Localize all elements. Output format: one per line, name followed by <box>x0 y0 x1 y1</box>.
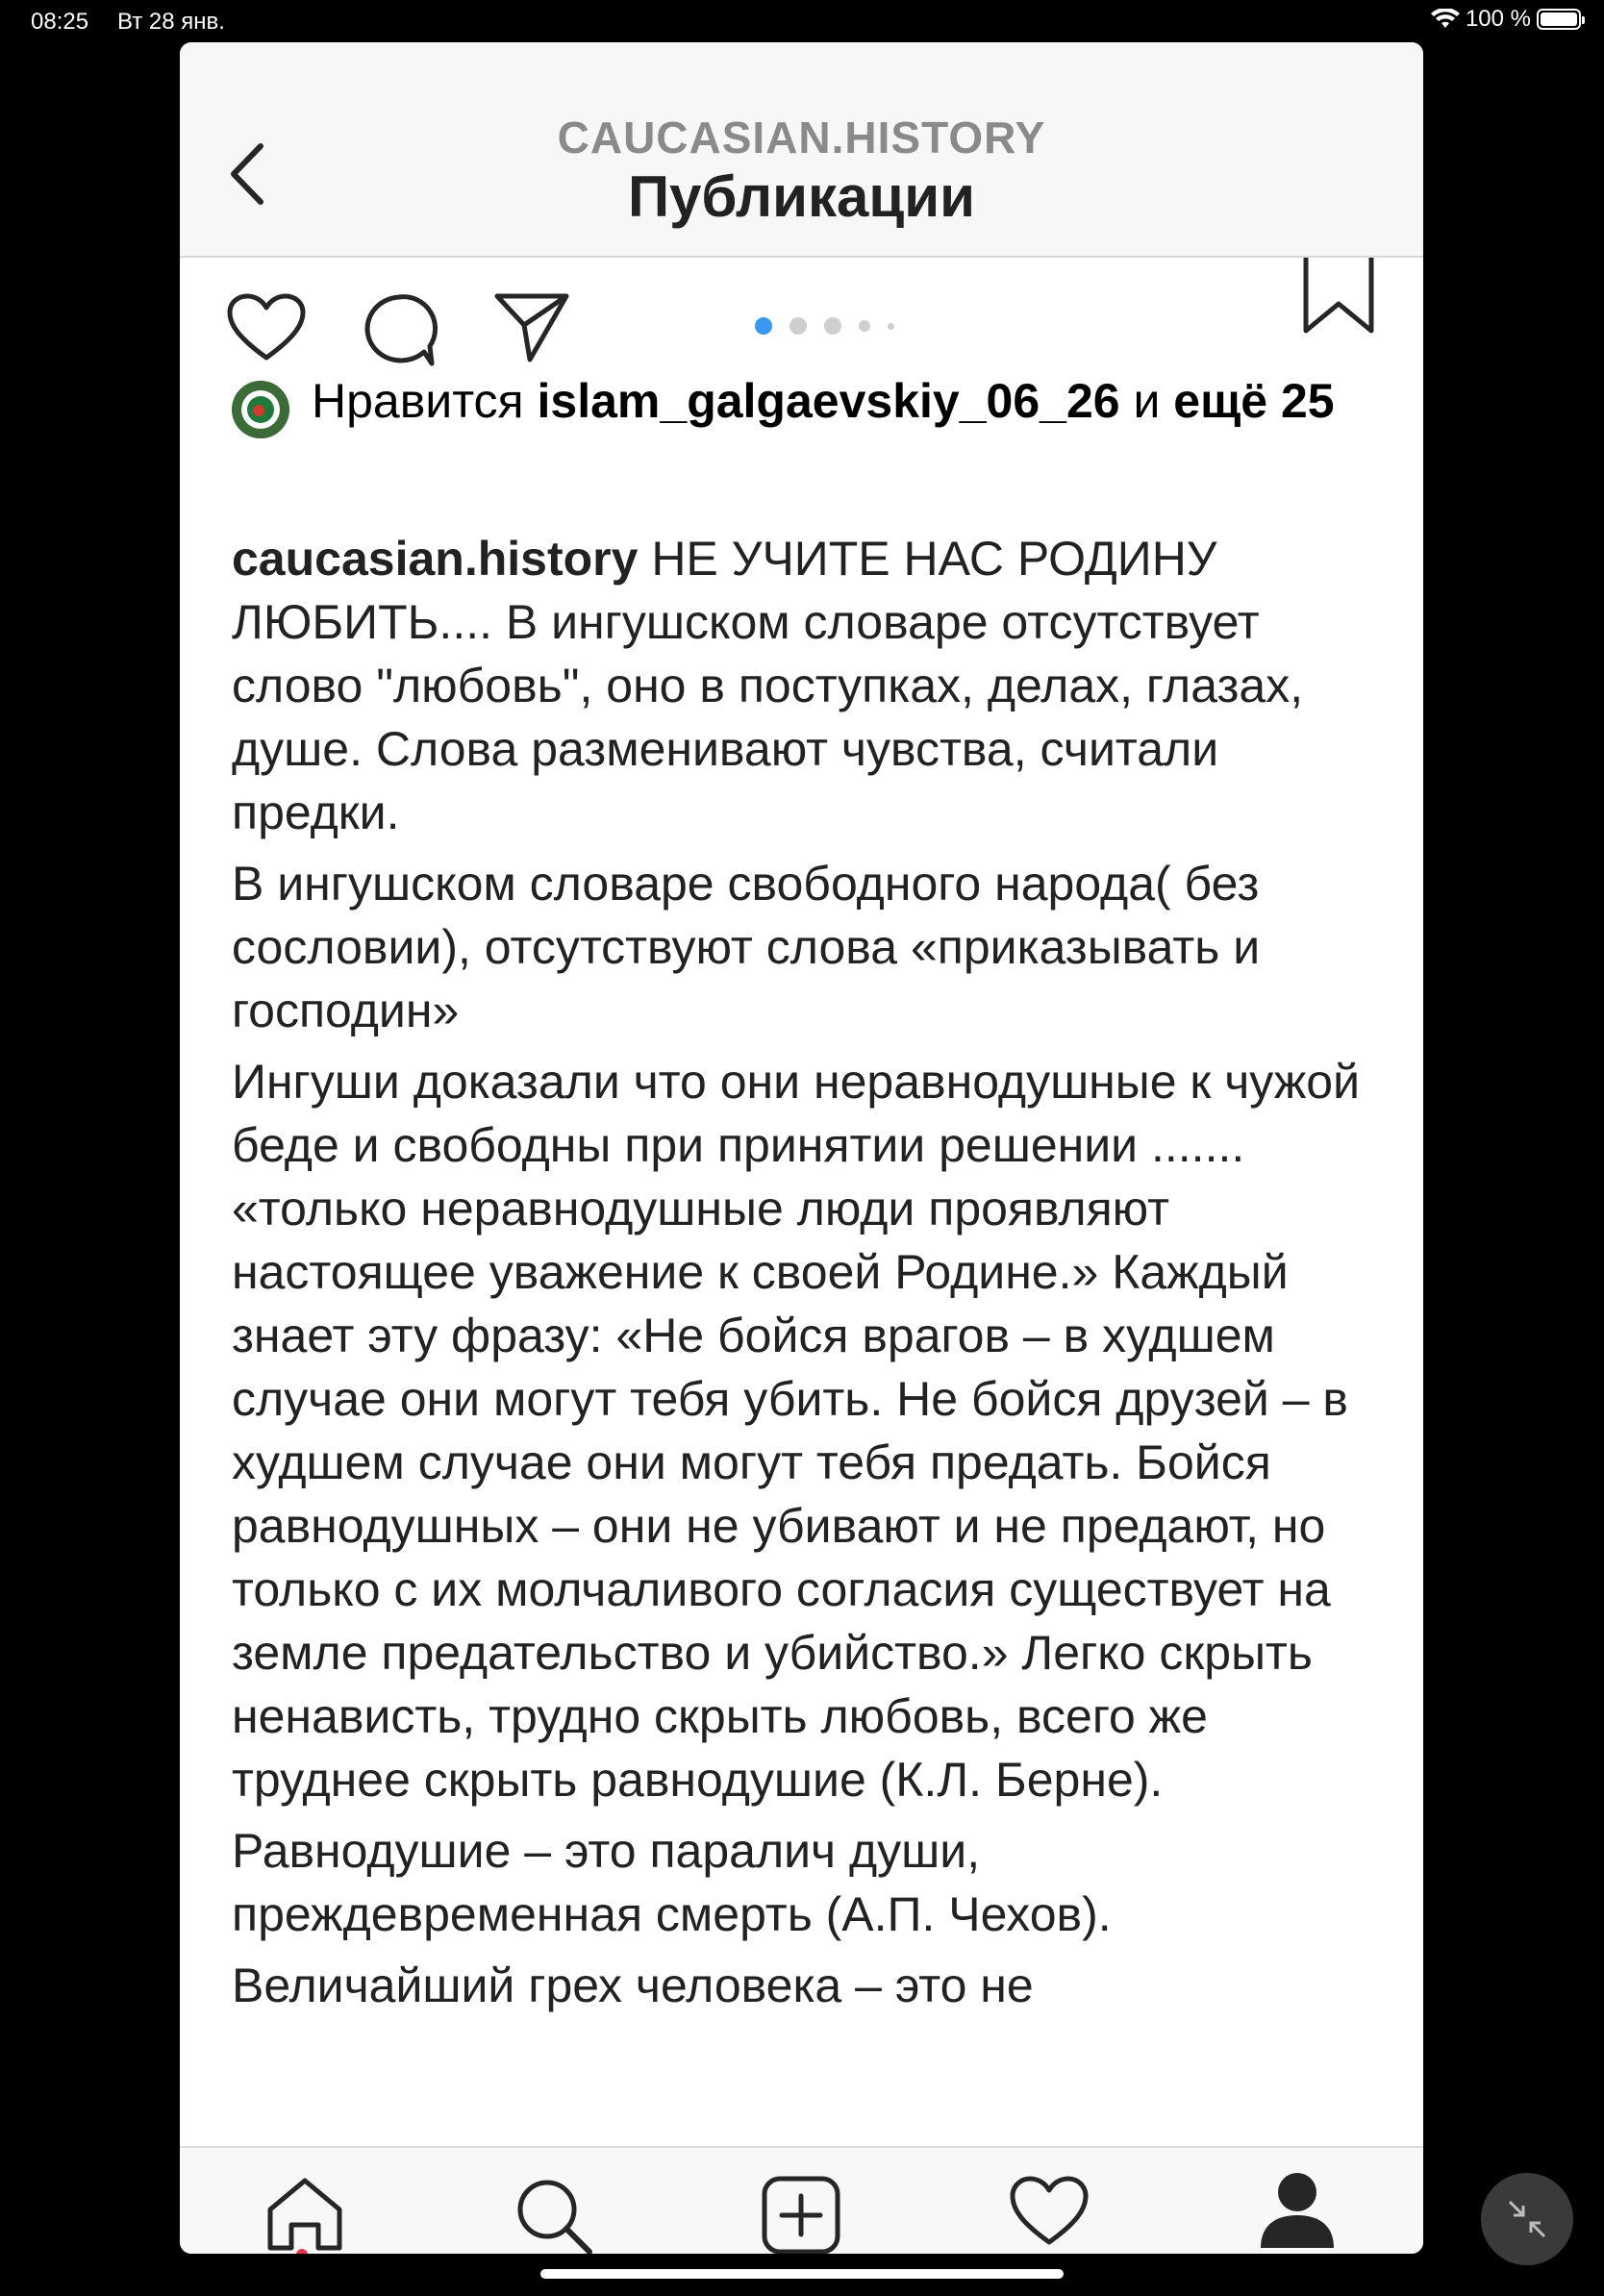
carousel-indicator <box>755 317 894 335</box>
likes-more-link[interactable]: ещё 25 <box>1173 374 1335 428</box>
home-tab-icon[interactable] <box>264 2175 345 2252</box>
caption-paragraph: Величайший грех человека – это не <box>232 1959 1034 2012</box>
liker-avatar[interactable] <box>232 381 289 438</box>
likes-prefix: Нравится <box>312 374 538 428</box>
carousel-dot-1 <box>755 317 772 335</box>
header-username: CAUCASIAN.HISTORY <box>557 112 1046 162</box>
wifi-icon <box>1431 9 1460 30</box>
caption-paragraph <box>232 527 1386 844</box>
status-time: 08:25 <box>31 9 89 35</box>
home-indicator[interactable] <box>540 2269 1064 2279</box>
collapse-arrows-icon <box>1481 2173 1573 2265</box>
battery-icon <box>1537 9 1581 30</box>
profile-tab-icon[interactable] <box>1257 2171 1338 2252</box>
collapse-button[interactable] <box>1481 2173 1573 2265</box>
app-window <box>180 42 1423 2254</box>
home-notification-dot <box>296 2249 308 2254</box>
search-tab-icon[interactable] <box>513 2175 593 2254</box>
heart-icon[interactable] <box>226 292 307 363</box>
carousel-dot-4 <box>859 320 870 332</box>
top-navigation-bar <box>180 42 1423 258</box>
carousel-dot-5 <box>888 323 894 330</box>
post-caption <box>232 527 1386 2025</box>
bookmark-icon[interactable] <box>1302 258 1375 335</box>
page-title: Публикации <box>627 164 976 229</box>
status-right <box>1431 6 1581 33</box>
new-post-tab-icon[interactable] <box>761 2175 841 2254</box>
status-bar <box>0 0 1604 44</box>
caption-paragraph: В ингушском словаре свободного народа( без сословии), отсутствуют слова «приказывать и господин» <box>232 857 1261 1037</box>
avatar-emblem-icon <box>232 381 289 438</box>
comment-icon[interactable] <box>361 292 438 367</box>
post-content <box>180 258 1423 2146</box>
likes-summary <box>232 369 1386 433</box>
caption-paragraph: Ингуши доказали что они неравнодушные к чужой беде и свободны при принятии решении ....... «только неравнодушные люди проявляют настоящее уважение к своей Родине.» Каждый знает эту фразу: «Не бойся врагов – в худшем случае они могут тебя убить. Не бойся друзей – в худшем случае они могут тебя предать. Бойся равнодушных – они не убивают и не предают, но только с их молчаливого согласия существует на земле предательство и убийство.» Легко скрыть ненависть, трудно скрыть любовь, всего же труднее скрыть равнодушие (К.Л. Берне). <box>232 1055 1360 1807</box>
share-icon[interactable] <box>493 290 570 363</box>
caption-author-link[interactable]: caucasian.history <box>232 532 639 586</box>
battery-percent: 100 % <box>1465 6 1531 32</box>
activity-tab-icon[interactable] <box>1009 2175 1090 2248</box>
post-actions-bar <box>180 258 1423 383</box>
status-date: Вт 28 янв. <box>117 9 225 35</box>
likes-middle: и <box>1119 374 1174 428</box>
caption-paragraph: Равнодушие – это паралич души, преждевременная смерть (А.П. Чехов). <box>232 1824 1112 1941</box>
carousel-dot-2 <box>789 317 807 335</box>
caption-text: НЕ УЧИТЕ НАС РОДИНУ ЛЮБИТЬ.... В ингушском словаре отсутствует слово "любовь", оно в поступках, делах, глазах, душе. Слова разменивают чувства, считали предки. <box>232 532 1304 839</box>
likes-text <box>232 369 1386 433</box>
bottom-tab-bar <box>180 2146 1423 2254</box>
carousel-dot-3 <box>824 317 841 335</box>
likes-user-link[interactable]: islam_galgaevskiy_06_26 <box>537 374 1120 428</box>
